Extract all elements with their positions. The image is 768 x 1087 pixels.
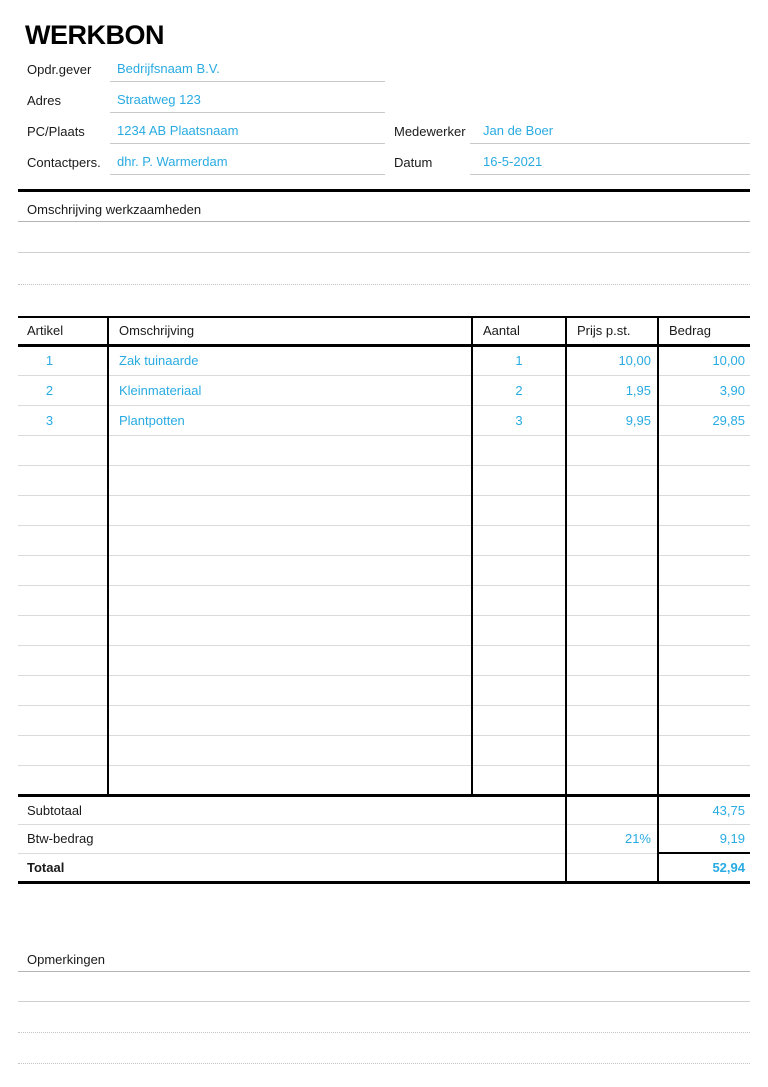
work-description-header	[18, 197, 750, 222]
empty-cell[interactable]	[566, 525, 658, 555]
empty-cell[interactable]	[18, 735, 108, 765]
vat-label: Btw-bedrag	[18, 824, 566, 853]
remarks-header	[18, 947, 750, 972]
empty-cell[interactable]	[472, 735, 566, 765]
vat-row	[18, 824, 750, 853]
empty-cell[interactable]	[18, 705, 108, 735]
items-header-row	[18, 317, 750, 345]
item-artikel[interactable]: 2	[18, 375, 108, 405]
empty-cell[interactable]	[658, 645, 750, 675]
empty-cell[interactable]	[108, 465, 472, 495]
empty-cell[interactable]	[472, 675, 566, 705]
empty-item-row	[18, 465, 750, 495]
empty-cell[interactable]	[658, 705, 750, 735]
empty-cell[interactable]	[566, 555, 658, 585]
empty-cell[interactable]	[108, 645, 472, 675]
empty-cell[interactable]	[658, 555, 750, 585]
remarks-label: Opmerkingen	[27, 952, 106, 967]
empty-cell[interactable]	[472, 765, 566, 795]
empty-cell[interactable]	[566, 615, 658, 645]
col-header-bedrag: Bedrag	[658, 317, 750, 345]
item-omschrijving[interactable]: Plantpotten	[108, 405, 472, 435]
empty-cell[interactable]	[472, 495, 566, 525]
col-header-omschrijving: Omschrijving	[108, 317, 472, 345]
item-aantal[interactable]: 2	[472, 375, 566, 405]
empty-cell[interactable]	[566, 735, 658, 765]
empty-cell[interactable]	[472, 615, 566, 645]
field-row-opdrgever	[0, 52, 768, 82]
item-omschrijving[interactable]: Zak tuinaarde	[108, 345, 472, 375]
empty-cell[interactable]	[566, 585, 658, 615]
empty-cell[interactable]	[658, 435, 750, 465]
total-row	[18, 853, 750, 882]
empty-cell[interactable]	[472, 555, 566, 585]
empty-cell[interactable]	[108, 525, 472, 555]
empty-cell[interactable]	[566, 435, 658, 465]
empty-cell[interactable]	[108, 435, 472, 465]
empty-item-row	[18, 435, 750, 465]
empty-cell[interactable]	[566, 465, 658, 495]
empty-cell[interactable]	[108, 705, 472, 735]
empty-cell[interactable]	[658, 495, 750, 525]
empty-cell[interactable]	[18, 645, 108, 675]
empty-cell[interactable]	[658, 735, 750, 765]
col-header-aantal: Aantal	[472, 317, 566, 345]
empty-item-row	[18, 525, 750, 555]
empty-cell[interactable]	[472, 525, 566, 555]
empty-cell[interactable]	[472, 705, 566, 735]
vat-rate[interactable]: 21%	[566, 824, 658, 853]
item-prijs[interactable]: 9,95	[566, 405, 658, 435]
item-prijs[interactable]: 10,00	[566, 345, 658, 375]
empty-cell[interactable]	[566, 645, 658, 675]
datum-field[interactable]: 16-5-2021	[470, 145, 750, 175]
empty-cell[interactable]	[108, 555, 472, 585]
empty-item-row	[18, 585, 750, 615]
work-description-line-1[interactable]	[18, 252, 750, 253]
empty-cell[interactable]	[18, 495, 108, 525]
total-rate-cell	[566, 853, 658, 882]
header-divider	[18, 189, 750, 192]
item-row	[18, 345, 750, 375]
empty-item-row	[18, 765, 750, 795]
item-artikel[interactable]: 3	[18, 405, 108, 435]
empty-cell[interactable]	[566, 705, 658, 735]
medewerker-field[interactable]: Jan de Boer	[470, 114, 750, 144]
item-prijs[interactable]: 1,95	[566, 375, 658, 405]
empty-item-row	[18, 705, 750, 735]
pcplaats-field[interactable]: 1234 AB Plaatsnaam	[110, 114, 385, 144]
empty-cell[interactable]	[108, 495, 472, 525]
field-row-datum	[0, 145, 768, 175]
empty-cell[interactable]	[108, 615, 472, 645]
opdrgever-field[interactable]: Bedrijfsnaam B.V.	[110, 52, 385, 82]
vat-amount: 9,19	[658, 824, 750, 853]
empty-item-row	[18, 735, 750, 765]
empty-cell[interactable]	[18, 765, 108, 795]
item-row	[18, 375, 750, 405]
work-description-label: Omschrijving werkzaamheden	[27, 202, 202, 217]
col-header-prijs: Prijs p.st.	[566, 317, 658, 345]
field-row-adres	[0, 83, 768, 113]
empty-cell[interactable]	[18, 675, 108, 705]
item-row	[18, 405, 750, 435]
empty-cell[interactable]	[108, 765, 472, 795]
empty-item-row	[18, 645, 750, 675]
work-description-line-2[interactable]	[18, 284, 750, 285]
empty-cell[interactable]	[108, 675, 472, 705]
subtotal-rate-cell	[566, 795, 658, 824]
empty-cell[interactable]	[658, 675, 750, 705]
total-label: Totaal	[18, 853, 566, 882]
adres-field[interactable]: Straatweg 123	[110, 83, 385, 113]
remarks-line-1[interactable]	[18, 1001, 750, 1002]
contactpers-label: Contactpers.	[27, 155, 101, 170]
remarks-line-3[interactable]	[18, 1063, 750, 1064]
pcplaats-label: PC/Plaats	[27, 124, 85, 139]
opdrgever-label: Opdr.gever	[27, 62, 92, 77]
empty-cell[interactable]	[566, 675, 658, 705]
empty-cell[interactable]	[658, 525, 750, 555]
empty-cell[interactable]	[472, 465, 566, 495]
subtotal-label: Subtotaal	[18, 795, 566, 824]
adres-label: Adres	[27, 93, 61, 108]
empty-cell[interactable]	[18, 525, 108, 555]
subtotal-row	[18, 795, 750, 824]
empty-cell[interactable]	[18, 435, 108, 465]
page-title: WERKBON	[25, 20, 164, 50]
medewerker-label: Medewerker	[394, 124, 466, 139]
empty-item-row	[18, 675, 750, 705]
datum-label: Datum	[394, 155, 433, 170]
items-table	[18, 316, 750, 884]
item-aantal[interactable]: 3	[472, 405, 566, 435]
empty-cell[interactable]	[566, 765, 658, 795]
empty-cell[interactable]	[658, 765, 750, 795]
empty-cell[interactable]	[472, 645, 566, 675]
item-bedrag: 29,85	[658, 405, 750, 435]
empty-cell[interactable]	[18, 465, 108, 495]
empty-cell[interactable]	[658, 615, 750, 645]
item-artikel[interactable]: 1	[18, 345, 108, 375]
subtotal-amount: 43,75	[658, 795, 750, 824]
empty-item-row	[18, 495, 750, 525]
item-bedrag: 10,00	[658, 345, 750, 375]
empty-cell[interactable]	[108, 735, 472, 765]
empty-cell[interactable]	[18, 555, 108, 585]
empty-cell[interactable]	[658, 585, 750, 615]
empty-cell[interactable]	[18, 615, 108, 645]
total-amount: 52,94	[658, 853, 750, 882]
item-aantal[interactable]: 1	[472, 345, 566, 375]
empty-item-row	[18, 555, 750, 585]
empty-cell[interactable]	[658, 465, 750, 495]
item-omschrijving[interactable]: Kleinmateriaal	[108, 375, 472, 405]
empty-cell[interactable]	[472, 585, 566, 615]
item-bedrag: 3,90	[658, 375, 750, 405]
empty-cell[interactable]	[566, 495, 658, 525]
contactpers-field[interactable]: dhr. P. Warmerdam	[110, 145, 385, 175]
empty-cell[interactable]	[472, 435, 566, 465]
field-row-medewerker	[0, 114, 768, 144]
empty-cell[interactable]	[108, 585, 472, 615]
col-header-artikel: Artikel	[18, 317, 108, 345]
empty-cell[interactable]	[18, 585, 108, 615]
remarks-line-2[interactable]	[18, 1032, 750, 1033]
empty-item-row	[18, 615, 750, 645]
